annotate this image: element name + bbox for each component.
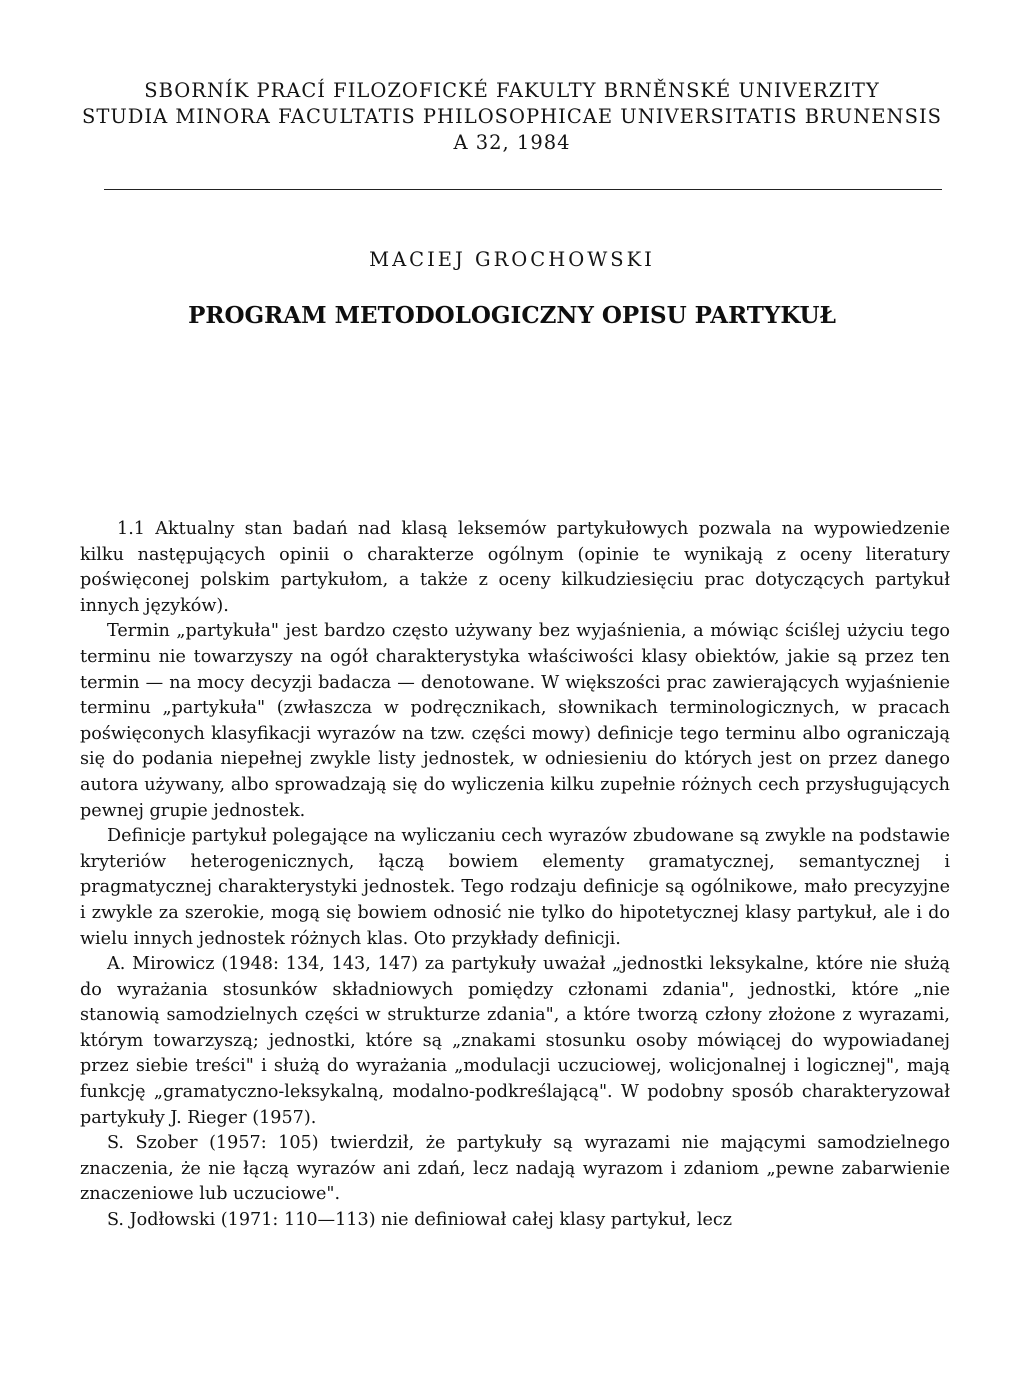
- body-paragraph: 1.1 Aktualny stan badań nad klasą leksemów partykułowych pozwala na wypowiedzenie kilku następujących opinii o charakterze ogólnym (opinie te wynikają z oceny literatury poświęconej polskim partykułom, a także z oceny kilkudziesięciu prac dotyczących partykuł innych języków).: [80, 519, 950, 616]
- article-title: PROGRAM METODOLOGICZNY OPISU PARTYKUŁ: [188, 302, 836, 329]
- journal-header-line-3: A 32, 1984: [453, 131, 571, 154]
- body-paragraph: A. Mirowicz (1948: 134, 143, 147) za partykuły uważał „jednostki leksykalne, które nie służą do wyrażania stosunków składniowych pomiędzy członami zdania", jednostki, które „nie stanowią samodzielnych części w strukturze zdania", a które tworzą człony złożone z wyrazami, którym towarzyszą; jednostki, które są „znakami stosunku osoby mówiącej do wypowiadanej przez siebie treści" i służą do wyrażania „modulacji uczuciowej, wolicjonalnej i logicznej", mają funkcję „gramatyczno-leksykalną, modalno-podkreślającą". W podobny sposób charakteryzował partykuły J. Rieger (1957).: [80, 954, 950, 1128]
- body-paragraph: Definicje partykuł polegające na wyliczaniu cech wyrazów zbudowane są zwykle na podstawie kryteriów heterogenicznych, łączą bowiem elementy gramatycznej, semantycznej i pragmatycznej charakterystyki jednostek. Tego rodzaju definicje są ogólnikowe, mało precyzyjne i zwykle za szerokie, mogą się bowiem odnosić nie tylko do hipotetycznej klasy partykuł, ale i do wielu innych jednostek różnych klas. Oto przykłady definicji.: [80, 826, 950, 949]
- header-divider: [104, 189, 942, 190]
- body-paragraph: S. Szober (1957: 105) twierdził, że partykuły są wyrazami nie mającymi samodzielnego znaczenia, że nie łączą wyrazów ani zdań, lecz nadają wyrazom i zdaniom „pewne zabarwienie znaczeniowe lub uczuciowe".: [80, 1133, 950, 1205]
- article-author: MACIEJ GROCHOWSKI: [369, 248, 655, 271]
- journal-header: [0, 78, 1024, 156]
- journal-header-line-1: SBORNÍK PRACÍ FILOZOFICKÉ FAKULTY BRNĚNSKÉ UNIVERZITY: [144, 79, 880, 102]
- body-paragraph: Termin „partykuła" jest bardzo często używany bez wyjaśnienia, a mówiąc ściślej użyciu tego terminu nie towarzyszy na ogół charakterystyka właściwości klasy obiektów, jakie są przez ten termin — na mocy decyzji badacza — denotowane. W większości prac zawierających wyjaśnienie terminu „partykuła" (zwłaszcza w podręcznikach, słownikach terminologicznych, w pracach poświęconych klasyfikacji wyrazów na tzw. części mowy) definicje tego terminu albo ograniczają się do podania niepełnej zwykle listy jednostek, w odniesieniu do których jest on przez danego autora używany, albo sprowadzają się do wyliczenia kilku zupełnie różnych cech przysługujących pewnej grupie jednostek.: [80, 621, 950, 821]
- journal-header-line-2: STUDIA MINORA FACULTATIS PHILOSOPHICAE UNIVERSITATIS BRUNENSIS: [81, 105, 943, 128]
- body-paragraph: S. Jodłowski (1971: 110—113) nie definiował całej klasy partykuł, lecz: [107, 1210, 732, 1231]
- article-body: [80, 517, 950, 1234]
